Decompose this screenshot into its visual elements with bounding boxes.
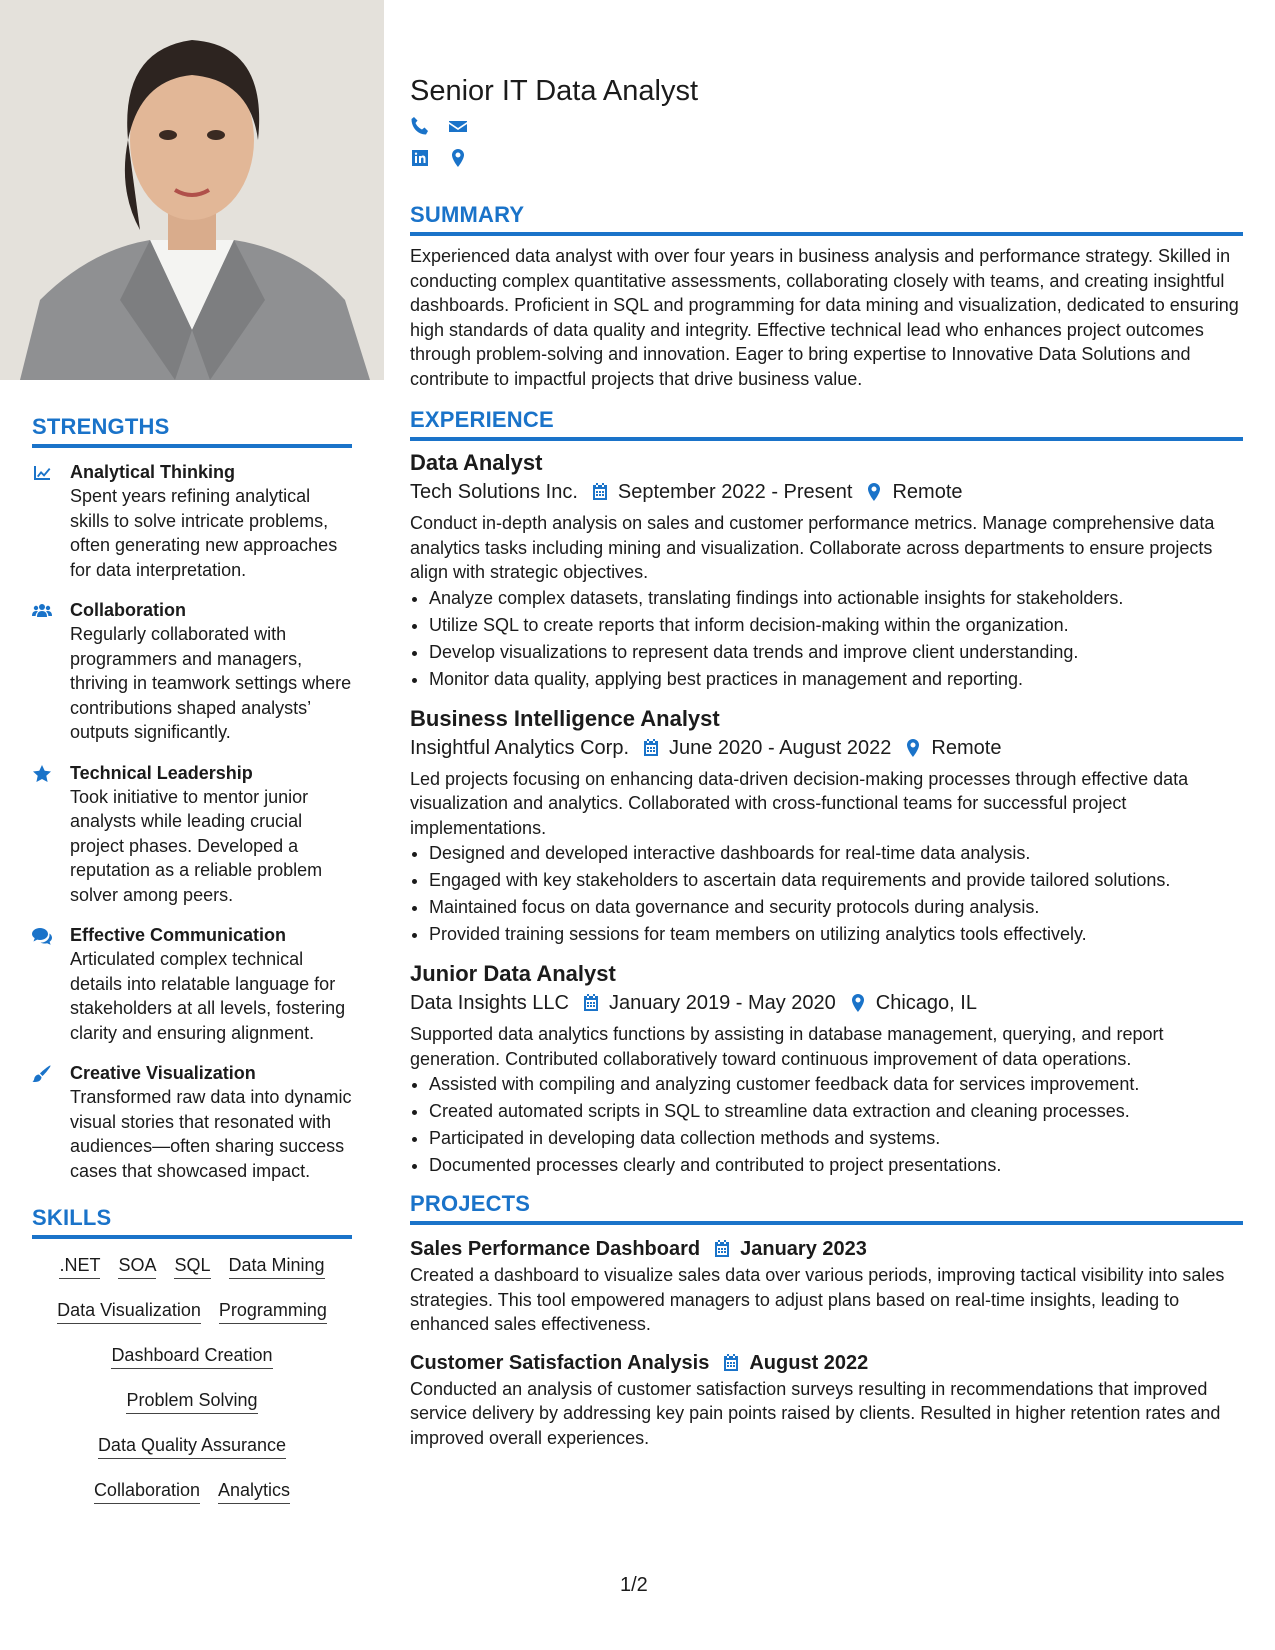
skill-tag: .NET	[59, 1253, 100, 1279]
location-icon[interactable]	[448, 148, 468, 172]
page-title: Senior IT Data Analyst	[410, 75, 699, 107]
page-number: 1/2	[620, 1574, 648, 1596]
list-item: • Analyze complex datasets, translating findings into actionable insights for stakeholders.	[429, 585, 1243, 612]
job-meta	[410, 733, 1243, 763]
skill-tag: SQL	[174, 1253, 210, 1279]
summary-text: Experienced data analyst with over four years in business analysis and performance strategy. Skilled in conducting complex quantitative assessments, collaborating closely with teams, and creating insightful dashboards. Proficient in SQL and programming for data mining and visualization, dedicated to ensuring high standards of data quality and integrity. Effective technical lead who enhances project outcomes through problem-solving and innovation. Eager to bring expertise to Innovative Data Solutions and contribute to impactful projects that drive business value.	[410, 246, 1239, 389]
list-item: • Participated in developing data collection methods and systems.	[429, 1125, 1243, 1152]
list-item: • Maintained focus on data governance and security protocols during analysis.	[429, 894, 1243, 921]
paintbrush-icon	[32, 1061, 70, 1183]
list-item: • Provided training sessions for team members on utilizing analytics tools effectively.	[429, 921, 1243, 948]
strength-desc: Articulated complex technical details into relatable language for stakeholders at all levels, fostering clarity and ensuring alignment.	[70, 949, 346, 1043]
skill-tag: Data Mining	[229, 1253, 325, 1279]
company-name: Tech Solutions Inc.	[410, 481, 578, 503]
project-entry	[410, 1235, 1243, 1337]
job-meta	[410, 988, 1243, 1018]
job-description: Supported data analytics functions by assisting in database management, querying, and report generation. Contributed collaboratively toward continuous improvement of data operations.	[410, 1024, 1164, 1069]
list-item: • Monitor data quality, applying best practices in management and reporting.	[429, 666, 1243, 693]
list-item: • Designed and developed interactive dashboards for real-time data analysis.	[429, 840, 1243, 867]
project-description: Conducted an analysis of customer satisfaction surveys resulting in recommendations that improved service delivery by addressing key pain points raised by clients. Resulted in higher retention rates and improved overall experiences.	[410, 1378, 1221, 1448]
strength-item	[32, 598, 352, 745]
skill-tag: Analytics	[218, 1478, 290, 1504]
job-entry	[410, 960, 1243, 1179]
project-date: January 2023	[740, 1238, 867, 1260]
strengths-heading: STRENGTHS	[32, 414, 352, 448]
calendar-icon	[712, 1239, 732, 1259]
project-title: Customer Satisfaction Analysis	[410, 1351, 710, 1374]
job-bullets	[410, 840, 1243, 948]
calendar-icon	[641, 738, 661, 758]
job-location: Remote	[892, 481, 963, 503]
skill-tag: SOA	[118, 1253, 156, 1279]
strength-name: Analytical Thinking	[70, 462, 236, 482]
project-date: August 2022	[749, 1351, 869, 1374]
job-entry	[410, 449, 1243, 693]
strength-desc: Spent years refining analytical skills to solve intricate problems, often generating new approaches for data interpretation.	[70, 486, 338, 580]
skill-tag: Dashboard Creation	[111, 1343, 272, 1369]
email-icon[interactable]	[448, 116, 468, 140]
job-description: Led projects focusing on enhancing data-driven decision-making processes through effective data visualization and analytics. Collaborated with cross-functional teams for successful project implementations.	[410, 768, 1189, 838]
skill-tag: Programming	[219, 1298, 327, 1324]
calendar-icon	[721, 1353, 741, 1373]
star-icon	[32, 761, 70, 908]
company-name: Data Insights LLC	[410, 992, 569, 1014]
phone-icon[interactable]	[410, 116, 430, 140]
job-title: Data Analyst	[410, 450, 543, 475]
sidebar	[0, 0, 384, 1650]
strength-name: Technical Leadership	[70, 762, 253, 783]
list-item: • Engaged with key stakeholders to ascertain data requirements and provide tailored solutions.	[429, 867, 1243, 894]
main-content	[410, 0, 1243, 1450]
strength-item	[32, 460, 352, 582]
job-dates: January 2019 - May 2020	[608, 992, 836, 1014]
project-header	[410, 1349, 1243, 1377]
location-icon	[864, 482, 884, 502]
contact-row	[410, 116, 1243, 140]
job-entry	[410, 705, 1243, 949]
strength-item	[32, 761, 352, 908]
list-item: • Assisted with compiling and analyzing customer feedback data for services improvement.	[429, 1071, 1243, 1098]
strength-name: Creative Visualization	[70, 1063, 256, 1083]
project-entry	[410, 1349, 1243, 1451]
job-location: Remote	[931, 736, 1002, 759]
list-item: • Created automated scripts in SQL to streamline data extraction and cleaning processes.	[429, 1098, 1243, 1125]
projects-heading: PROJECTS	[410, 1191, 1243, 1225]
job-location: Chicago, IL	[875, 992, 977, 1014]
profile-photo	[0, 0, 384, 380]
skill-tag: Data Visualization	[57, 1298, 201, 1324]
chart-line-icon	[32, 460, 70, 582]
calendar-icon	[581, 993, 601, 1013]
users-icon	[32, 598, 70, 745]
contact-row	[410, 148, 1243, 172]
skills-heading: SKILLS	[32, 1205, 352, 1239]
skills-list	[32, 1253, 352, 1523]
summary-heading: SUMMARY	[410, 202, 1243, 236]
location-icon	[903, 738, 923, 758]
company-name: Insightful Analytics Corp.	[410, 736, 629, 759]
strength-desc: Regularly collaborated with programmers and managers, thriving in teamwork settings where contributions shaped analysts’ outputs significantly.	[70, 624, 352, 742]
job-description: Conduct in-depth analysis on sales and customer performance metrics. Manage comprehensive data analytics tasks including mining and visualization. Collaborate across departments to ensure projects align with strategic objectives.	[410, 513, 1215, 582]
job-meta	[410, 477, 1243, 507]
strength-item	[32, 1061, 352, 1183]
job-dates: June 2020 - August 2022	[669, 736, 892, 759]
list-item: • Utilize SQL to create reports that inform decision-making within the organization.	[429, 612, 1243, 639]
strength-item	[32, 923, 352, 1045]
skill-tag: Collaboration	[94, 1478, 200, 1504]
skill-tag: Data Quality Assurance	[98, 1433, 286, 1459]
job-dates: September 2022 - Present	[617, 481, 853, 503]
calendar-icon	[590, 482, 610, 502]
linkedin-icon[interactable]	[410, 148, 430, 172]
strength-name: Collaboration	[70, 600, 186, 620]
experience-heading: EXPERIENCE	[410, 407, 1243, 441]
strength-desc: Took initiative to mentor junior analysts while leading crucial project phases. Developed a reputation as a reliable problem solver among peers.	[70, 786, 323, 905]
strength-desc: Transformed raw data into dynamic visual stories that resonated with audiences—often sharing success cases that showcased impact.	[70, 1087, 352, 1181]
location-icon	[848, 993, 868, 1013]
list-item: • Documented processes clearly and contributed to project presentations.	[429, 1152, 1243, 1179]
list-item: • Develop visualizations to represent data trends and improve client understanding.	[429, 639, 1243, 666]
project-title: Sales Performance Dashboard	[410, 1238, 701, 1260]
job-bullets	[410, 585, 1243, 693]
project-header	[410, 1235, 1243, 1263]
job-title: Junior Data Analyst	[410, 961, 616, 986]
project-description: Created a dashboard to visualize sales data over various periods, improving tactical visibility into sales strategies. This tool empowered managers to adjust plans based on real-time insights, leading to enhanced sales effectiveness.	[410, 1265, 1225, 1334]
strength-name: Effective Communication	[70, 925, 287, 945]
comments-icon	[32, 923, 70, 1045]
job-title: Business Intelligence Analyst	[410, 705, 720, 731]
skill-tag: Problem Solving	[126, 1388, 257, 1414]
job-bullets	[410, 1071, 1243, 1179]
